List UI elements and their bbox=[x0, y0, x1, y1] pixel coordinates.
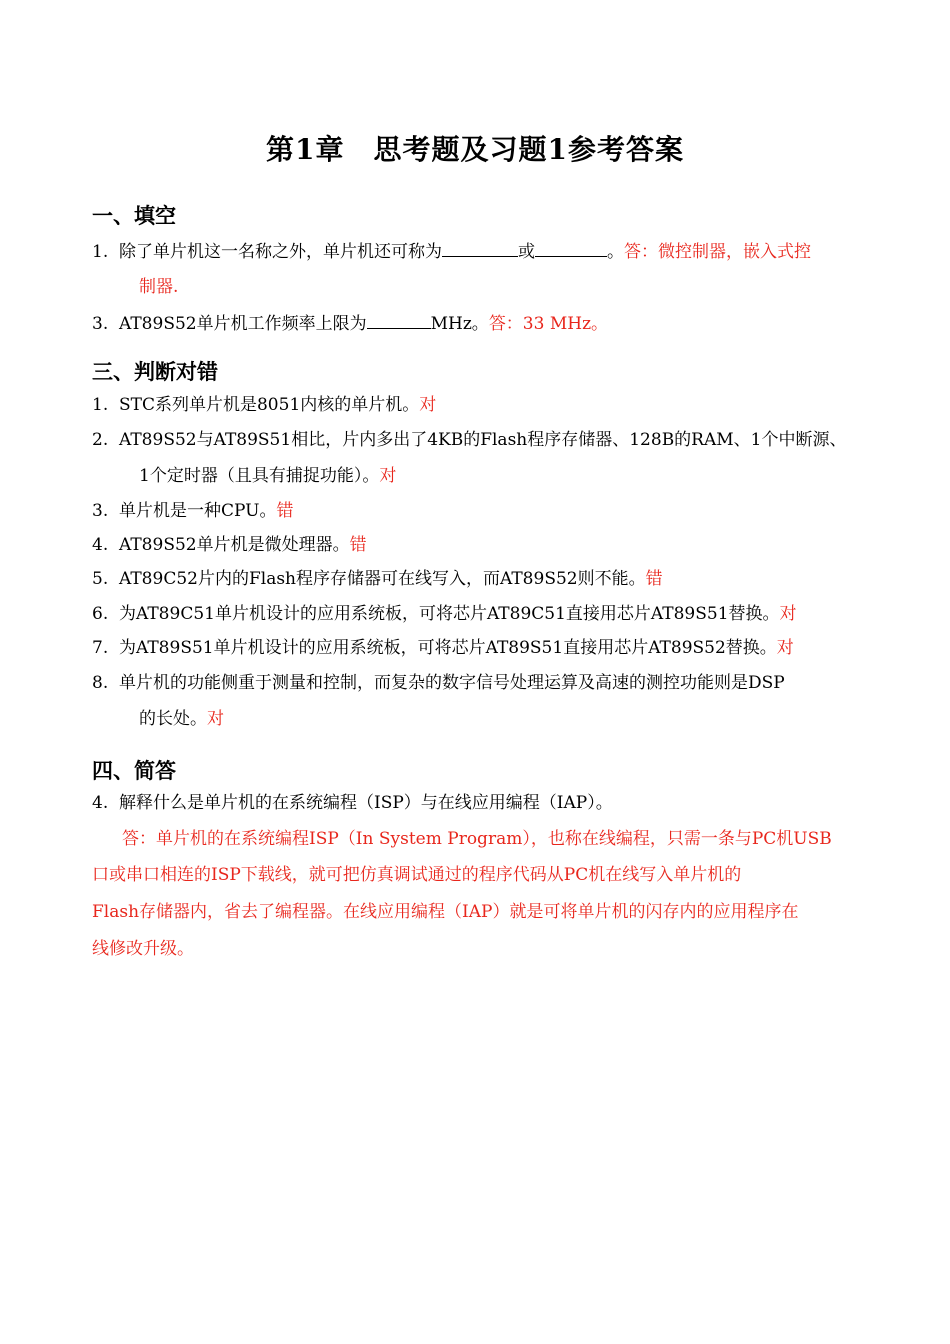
judge-item-8 bbox=[92, 671, 785, 695]
answer-blank bbox=[442, 238, 518, 257]
item-answer: 对 bbox=[776, 638, 794, 658]
judge-item-7 bbox=[92, 636, 794, 660]
item-text: 为AT89C51单片机设计的应用系统板，可将芯片AT89C51直接用芯片AT89S51替换。 bbox=[119, 604, 780, 624]
item-answer: 对 bbox=[207, 709, 224, 729]
item-answer: 对 bbox=[419, 395, 437, 415]
question-text: AT89S52单片机工作频率上限为 bbox=[119, 314, 367, 334]
item-number: 6. bbox=[92, 604, 109, 624]
section-heading-fill: 一、填空 bbox=[92, 203, 176, 228]
answer-blank bbox=[367, 310, 431, 329]
item-number: 8. bbox=[92, 673, 109, 693]
answer-text: 答：微控制器，嵌入式控 bbox=[624, 242, 811, 262]
section-heading-short-answer: 四、简答 bbox=[92, 758, 176, 783]
fill-question-1 bbox=[92, 238, 811, 264]
answer-blank bbox=[535, 238, 607, 257]
section-heading-judge: 三、判断对错 bbox=[92, 359, 218, 384]
question-number: 4. bbox=[92, 793, 109, 813]
item-text: 单片机的功能侧重于测量和控制，而复杂的数字信号处理运算及高速的测控功能则是DSP bbox=[119, 673, 785, 693]
item-answer: 错 bbox=[276, 501, 294, 521]
item-number: 5. bbox=[92, 569, 109, 589]
short-answer-line-1: 答：单片机的在系统编程ISP（In System Program），也称在线编程，只需一条与PC机USB bbox=[122, 829, 832, 849]
page-title: 第1章 思考题及习题1参考答案 bbox=[266, 133, 684, 166]
answer-text-continued: 制器. bbox=[139, 277, 179, 297]
judge-item-2 bbox=[92, 428, 846, 452]
question-number: 3. bbox=[92, 314, 109, 334]
item-answer: 错 bbox=[349, 535, 367, 555]
question-text: 或 bbox=[518, 242, 535, 262]
item-number: 1. bbox=[92, 395, 109, 415]
answer-text: 答：33 MHz。 bbox=[488, 314, 609, 334]
question-text: 除了单片机这一名称之外，单片机还可称为 bbox=[119, 242, 442, 262]
judge-item-1 bbox=[92, 393, 436, 417]
item-text: 为AT89S51单片机设计的应用系统板，可将芯片AT89S51直接用芯片AT89S52替换。 bbox=[119, 638, 777, 658]
item-text: AT89S52单片机是微处理器。 bbox=[119, 535, 350, 555]
item-number: 7. bbox=[92, 638, 109, 658]
item-number: 3. bbox=[92, 501, 109, 521]
question-text: 。 bbox=[607, 242, 624, 262]
item-answer: 错 bbox=[645, 569, 663, 589]
question-text: MHz。 bbox=[430, 314, 489, 334]
item-text: STC系列单片机是8051内核的单片机。 bbox=[119, 395, 420, 415]
short-answer-line-2: 口或串口相连的ISP下载线，就可把仿真调试通过的程序代码从PC机在线写入单片机的 bbox=[92, 865, 742, 885]
item-text: 单片机是一种CPU。 bbox=[119, 501, 277, 521]
item-text: AT89C52片内的Flash程序存储器可在线写入，而AT89S52则不能。 bbox=[119, 569, 646, 589]
item-answer: 对 bbox=[779, 604, 797, 624]
question-number: 1. bbox=[92, 242, 109, 262]
question-text: 解释什么是单片机的在系统编程（ISP）与在线应用编程（IAP）。 bbox=[119, 793, 613, 813]
item-text: AT89S52与AT89S51相比，片内多出了4KB的Flash程序存储器、128B的RAM、1个中断源、 bbox=[119, 430, 847, 450]
judge-item-4 bbox=[92, 533, 367, 557]
short-question-4 bbox=[92, 791, 613, 815]
item-number: 2. bbox=[92, 430, 109, 450]
judge-item-2-continued bbox=[139, 464, 396, 488]
item-text: 的长处。 bbox=[139, 709, 207, 729]
judge-item-5 bbox=[92, 567, 663, 591]
judge-item-8-continued bbox=[139, 707, 224, 731]
short-answer-line-4: 线修改升级。 bbox=[92, 939, 194, 959]
item-answer: 对 bbox=[379, 466, 397, 486]
fill-question-3 bbox=[92, 310, 608, 336]
judge-item-3 bbox=[92, 499, 293, 523]
item-number: 4. bbox=[92, 535, 109, 555]
item-text: 1个定时器（且具有捕捉功能）。 bbox=[139, 466, 380, 486]
judge-item-6 bbox=[92, 602, 797, 626]
short-answer-line-3: Flash存储器内，省去了编程器。在线应用编程（IAP）就是可将单片机的闪存内的应用程序在 bbox=[92, 902, 799, 922]
